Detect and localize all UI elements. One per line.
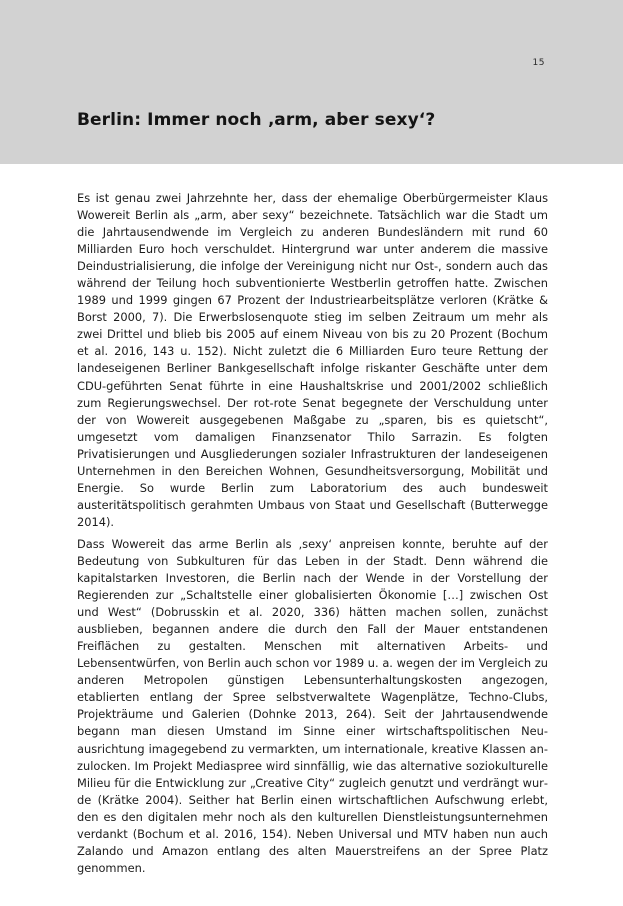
paragraph-2: Dass Wowereit das arme Berlin als ‚sexy‘ anpreisen konnte, beruhte auf der Bedeutung von Subkulturen für das Leben in der Stadt. Denn während die kapitalstarken Investoren, die Berlin nach der Wende in der Vorstellung der Regierenden zur „Schaltstelle einer globalisierten Ökonomie […] zwischen Ost und West“ (Dobrusskin et al. 2020, 336) hätten machen sollen, zunächst ausblieben, begannen andere die durch den Fall der Mauer entstandenen Freiflächen zu gestalten. Menschen mit alternativen Arbeits- und Lebensentwürfen, von Berlin auch schon vor 1989 u. a. wegen der im Vergleich zu anderen Metropolen günstigen Lebensunterhaltungskosten angezogen, etablierten entlang der Spree selbstverwaltete Wagenplätze, Techno-Clubs, Projekträume und Galerien (Dohnke 2013, 264). Seit der Jahrtausendwende begann man diesen Umstand im Sinne einer wirtschaftspolitischen Neuausrichtung imagegebend zu vermarkten, um internationale, kreative Klassen anzulocken. Im Projekt Mediaspree wird sinnfällig, wie das alternative soziokulturelle Milieu für die Entwicklung zur „Creative City“ zugleich genutzt und verdrängt wurde (Krätke 2004). Seither hat Berlin einen wirtschaftlichen Aufschwung erlebt, den es den digitalen mehr noch als den kulturellen Dienstleistungsunternehmen verdankt (Bochum et al. 2016, 154). Neben Universal und MTV haben nun auch Zalando und Amazon entlang des alten Mauerstreifens an der Spree Platz genommen. (77, 536, 548, 875)
page-number: 15 (532, 58, 545, 68)
chapter-title: Berlin: Immer noch ‚arm, aber sexy‘? (77, 110, 436, 130)
body-text (77, 190, 548, 882)
chapter-header-band (0, 0, 623, 164)
paragraph-1: Es ist genau zwei Jahrzehnte her, dass der ehemalige Oberbürgermeister Klaus Wowereit Berlin als „arm, aber sexy“ bezeichnete. Tatsächlich war die Stadt um die Jahrtausendwende im Vergleich zu anderen Bundesländern mit rund 60 Milliarden Euro hoch verschuldet. Hintergrund war unter anderem die massive Deindustrialisierung, die infolge der Vereinigung nicht nur Ost-, sondern auch das während der Teilung hoch subventionierte Westberlin getroffen hatte. Zwischen 1989 und 1999 gingen 67 Prozent der Industriearbeitsplätze verloren (Krätke & Borst 2000, 7). Die Erwerbslosenquote stieg im selben Zeitraum um mehr als zwei Drittel und blieb bis 2005 auf einem Niveau von bis zu 20 Prozent (Bochum et al. 2016, 143 u. 152). Nicht zuletzt die 6 Milliarden Euro teure Rettung der landeseigenen Berliner Bankgesellschaft infolge riskanter Geschäfte unter dem CDU-geführten Senat führte in eine Haushaltskrise und 2001/2002 schließlich zum Regierungswechsel. Der rot-rote Senat begegnete der Verschuldung unter der von Wowereit ausgegebenen Maßgabe zu „sparen, bis es quietscht“, umgesetzt vom damaligen Finanzsenator Thilo Sarrazin. Es folgten Privatisierungen und Ausgliederungen sozialer Infrastrukturen der landeseigenen Unternehmen in den Bereichen Wohnen, Gesundheitsversorgung, Mobilität und Energie. So wurde Berlin zum Laboratorium des auch bundesweit austeritätspolitisch gerahmten Umbaus von Staat und Gesellschaft (Butterwegge 2014). (77, 191, 548, 529)
